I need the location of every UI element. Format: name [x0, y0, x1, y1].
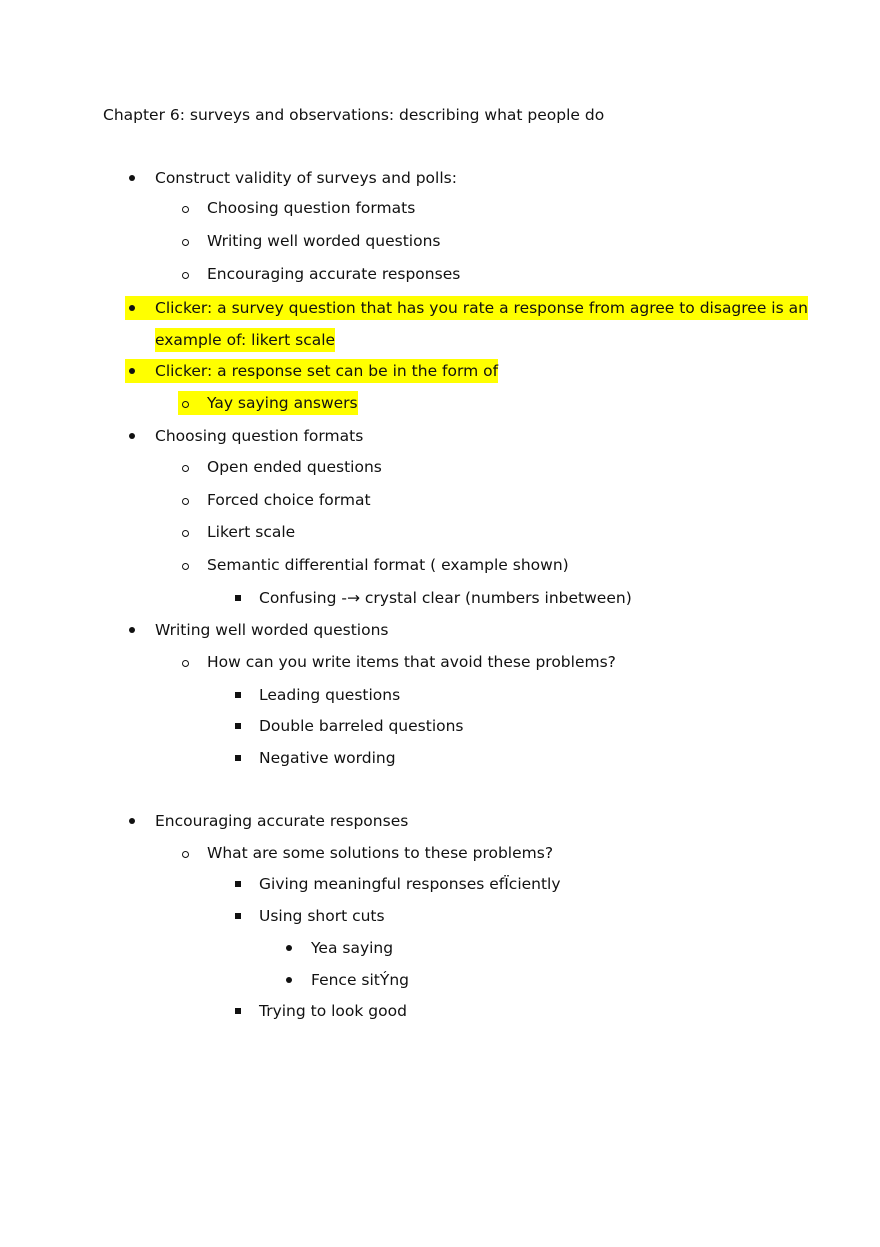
- outline-item-text: Semantic differential format ( example shown): [207, 556, 569, 574]
- bullet-circle-icon: [178, 488, 194, 512]
- outline-item: [0, 714, 880, 738]
- outline-item: [0, 196, 880, 220]
- outline-item: [0, 746, 880, 770]
- outline-item-text: Confusing -→ crystal clear (numbers inbetween): [259, 589, 632, 607]
- outline-item-text: Clicker: a response set can be in the form of: [155, 359, 498, 383]
- outline-item-text: Double barreled questions: [259, 717, 464, 735]
- outline-item: [0, 296, 880, 320]
- outline-item-text: Choosing question formats: [155, 427, 364, 445]
- bullet-square-icon: [230, 746, 246, 770]
- outline-item: [0, 488, 880, 512]
- outline-item: [0, 424, 880, 448]
- bullet-circle-icon: [178, 262, 194, 286]
- outline-item: [0, 618, 880, 642]
- bullet-square-icon: [230, 872, 246, 896]
- outline-item-text: Encouraging accurate responses: [155, 812, 409, 830]
- bullet-disc-icon: [125, 166, 141, 190]
- bullet-disc-icon: [125, 359, 141, 383]
- page-title: Chapter 6: surveys and observations: describing what people do: [103, 106, 605, 124]
- outline-item-text: Giving meaningful responses efÏciently: [259, 875, 561, 893]
- outline-item: [0, 262, 880, 286]
- outline-item: [0, 841, 880, 865]
- outline-item-text: example of: likert scale: [155, 328, 335, 352]
- outline-item: [0, 683, 880, 707]
- bullet-circle-icon: [178, 196, 194, 220]
- outline-item-text: Using short cuts: [259, 907, 385, 925]
- bullet-square-icon: [230, 683, 246, 707]
- outline-item: [0, 455, 880, 479]
- outline-item: [0, 391, 880, 415]
- bullet-square-icon: [230, 904, 246, 928]
- outline-item: [0, 328, 880, 352]
- outline-item-text: How can you write items that avoid these problems?: [207, 653, 616, 671]
- outline-item-text: Construct validity of surveys and polls:: [155, 169, 457, 187]
- outline-item: [0, 553, 880, 577]
- outline-item: [0, 872, 880, 896]
- bullet-circle-icon: [178, 650, 194, 674]
- outline-item: [0, 166, 880, 190]
- bullet-square-icon: [230, 586, 246, 610]
- outline-item-text: Writing well worded questions: [207, 232, 441, 250]
- outline-item: [0, 904, 880, 928]
- outline-item-text: Open ended questions: [207, 458, 382, 476]
- outline-item-text: Leading questions: [259, 686, 401, 704]
- outline-item-text: Writing well worded questions: [155, 621, 389, 639]
- outline-item: [0, 586, 880, 610]
- bullet-circle-icon: [178, 841, 194, 865]
- outline-item-text: Likert scale: [207, 523, 296, 541]
- outline-item: [0, 650, 880, 674]
- bullet-circle-icon: [178, 455, 194, 479]
- bullet-disc-icon: [125, 809, 141, 833]
- bullet-circle-icon: [178, 229, 194, 253]
- outline-item: [0, 359, 880, 383]
- outline-item-text: Yea saying: [311, 939, 394, 957]
- outline-item: [0, 229, 880, 253]
- bullet-circle-icon: [178, 553, 194, 577]
- outline-item-text: Encouraging accurate responses: [207, 265, 461, 283]
- outline-item: [0, 999, 880, 1023]
- outline-item-text: Yay saying answers: [207, 391, 358, 415]
- bullet-square-icon: [230, 714, 246, 738]
- outline-item-text: Fence sitÝng: [311, 971, 410, 989]
- outline-item-text: Trying to look good: [259, 1002, 407, 1020]
- bullet-circle-icon: [178, 391, 194, 415]
- bullet-square-icon: [230, 999, 246, 1023]
- outline-item-text: Negative wording: [259, 749, 396, 767]
- bullet-disc-icon: [125, 618, 141, 642]
- outline-item: [0, 520, 880, 544]
- bullet-disc-icon: [282, 936, 298, 960]
- bullet-disc-icon: [282, 968, 298, 992]
- bullet-disc-icon: [125, 424, 141, 448]
- outline-item: [0, 968, 880, 992]
- outline-item-text: Forced choice format: [207, 491, 371, 509]
- bullet-disc-icon: [125, 296, 141, 320]
- outline-item-text: What are some solutions to these problems?: [207, 844, 554, 862]
- outline-item: [0, 809, 880, 833]
- outline-item-text: Choosing question formats: [207, 199, 416, 217]
- outline-item: [0, 936, 880, 960]
- bullet-circle-icon: [178, 520, 194, 544]
- outline-item-text: Clicker: a survey question that has you rate a response from agree to disagree is an: [155, 296, 808, 320]
